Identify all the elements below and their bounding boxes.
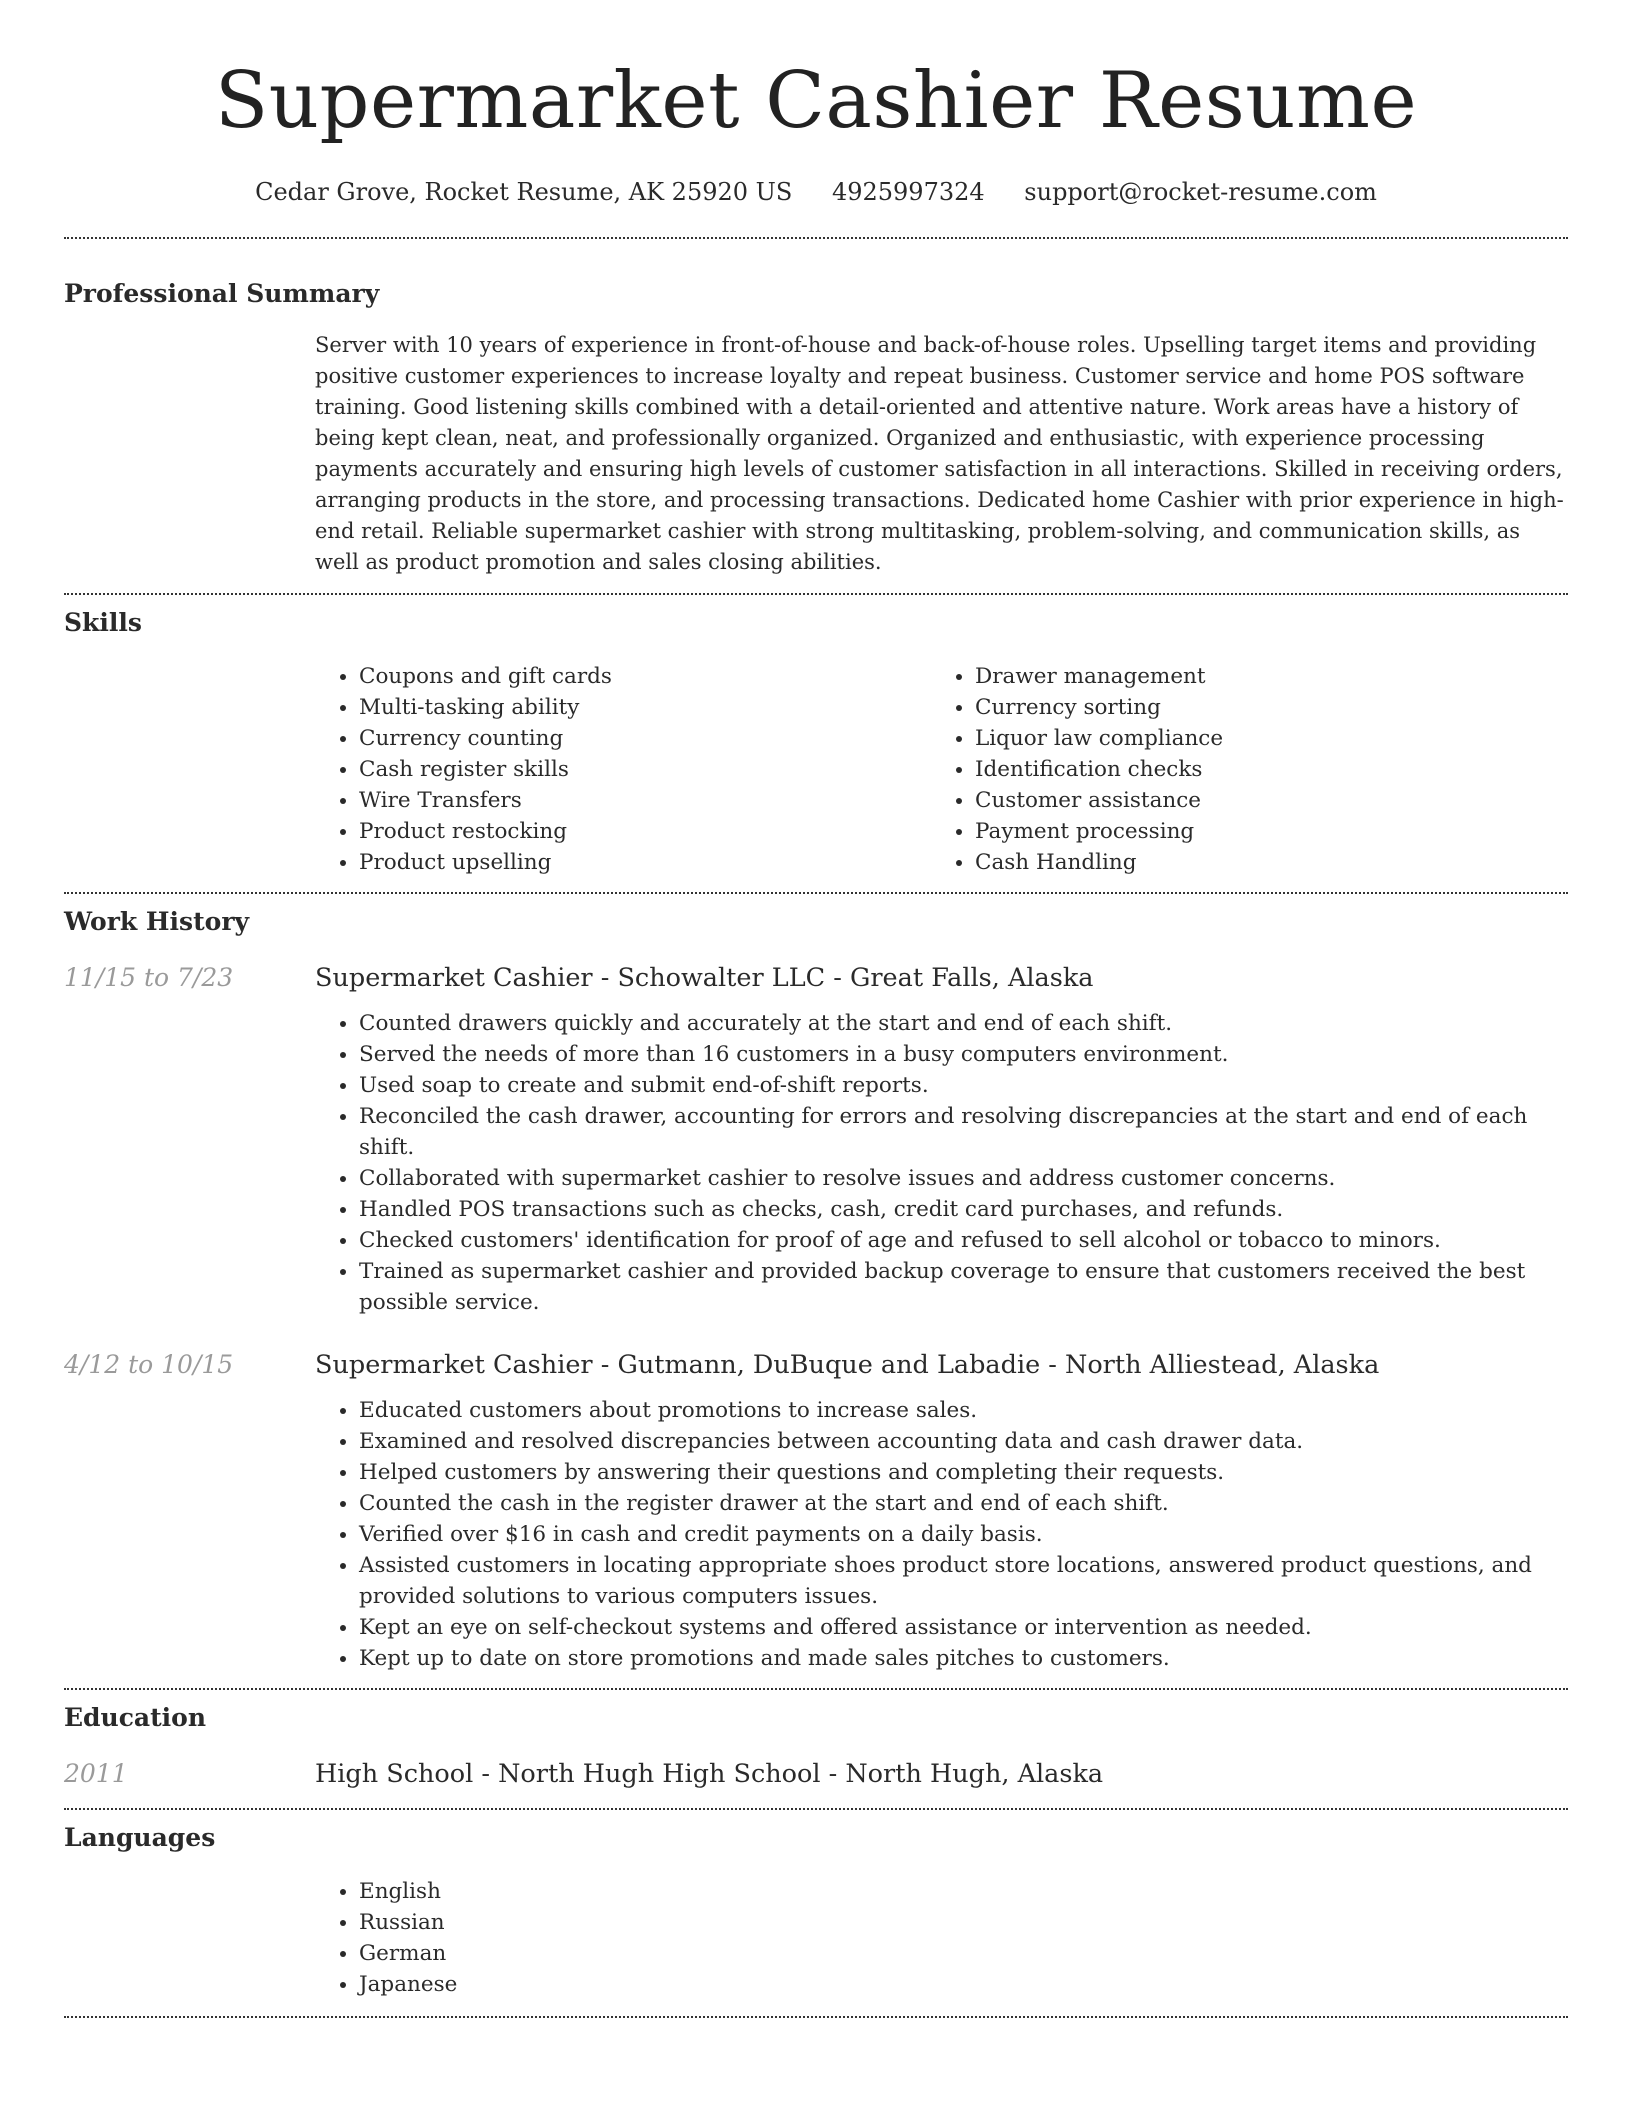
divider bbox=[64, 2016, 1568, 2018]
divider bbox=[64, 593, 1568, 595]
work-history-heading: Work History bbox=[64, 907, 250, 936]
language-item: • German bbox=[359, 1938, 1568, 1969]
languages-list bbox=[315, 1876, 1568, 2000]
divider bbox=[64, 892, 1568, 894]
summary-text: Server with 10 years of experience in front-of-house and back-of-house roles. Upselling target items and providing positive customer experiences to increase loyalty and repeat business. Customer service and home POS software training. Good listening skills combined with a detail-oriented and attentive nature. Work areas have a history of being kept clean, neat, and professionally organized. Organized and enthusiastic, with experience processing payments accurately and ensuring high levels of customer satisfaction in all interactions. Skilled in receiving orders, arranging products in the store, and processing transactions. Dedicated home Cashier with prior experience in high-end retail. Reliable supermarket cashier with strong multitasking, problem-solving, and communication skills, as well as product promotion and sales closing abilities. bbox=[315, 333, 1564, 574]
job-bullet: • Counted drawers quickly and accurately at the start and end of each shift. bbox=[359, 1008, 1568, 1039]
job-bullet-list bbox=[315, 1008, 1568, 1318]
job-bullet: • Verified over $16 in cash and credit payments on a daily basis. bbox=[359, 1519, 1568, 1550]
job-bullet: • Handled POS transactions such as checks, cash, credit card purchases, and refunds. bbox=[359, 1194, 1568, 1225]
job-duties bbox=[315, 1395, 1568, 1674]
job-entry bbox=[64, 962, 1568, 1318]
resume-page bbox=[64, 0, 1568, 2018]
job-bullet: • Educated customers about promotions to increase sales. bbox=[359, 1395, 1568, 1426]
skill-item: • Multi-tasking ability bbox=[359, 692, 931, 723]
job-bullet: • Counted the cash in the register drawer at the start and end of each shift. bbox=[359, 1488, 1568, 1519]
divider bbox=[64, 237, 1568, 239]
contact-address: Cedar Grove, Rocket Resume, AK 25920 US bbox=[255, 178, 793, 206]
work-history-section bbox=[64, 906, 1568, 1674]
summary-heading: Professional Summary bbox=[64, 279, 380, 308]
skills-list-right bbox=[931, 661, 1547, 878]
job-bullet: • Collaborated with supermarket cashier to resolve issues and address customer concerns. bbox=[359, 1163, 1568, 1194]
education-title: High School - North Hugh High School - North Hugh, Alaska bbox=[315, 1759, 1104, 1789]
job-bullet: • Kept up to date on store promotions and made sales pitches to customers. bbox=[359, 1643, 1568, 1674]
skills-column-right bbox=[931, 661, 1547, 878]
contact-line bbox=[64, 177, 1568, 207]
skill-item: • Payment processing bbox=[975, 816, 1547, 847]
skill-item: • Cash register skills bbox=[359, 754, 931, 785]
skills-heading: Skills bbox=[64, 608, 142, 637]
language-item: • Japanese bbox=[359, 1969, 1568, 2000]
job-bullet: • Reconciled the cash drawer, accounting for errors and resolving discrepancies at the start and end of each shift. bbox=[359, 1101, 1568, 1163]
languages-section bbox=[64, 1822, 1568, 2000]
skill-item: • Cash Handling bbox=[975, 847, 1547, 878]
job-duties bbox=[315, 1008, 1568, 1318]
language-item: • Russian bbox=[359, 1907, 1568, 1938]
job-bullet: • Examined and resolved discrepancies between accounting data and cash drawer data. bbox=[359, 1426, 1568, 1457]
skills-list-left bbox=[315, 661, 931, 878]
job-bullet: • Trained as supermarket cashier and provided backup coverage to ensure that customers received the best possible service. bbox=[359, 1256, 1568, 1318]
job-bullet: • Helped customers by answering their questions and completing their requests. bbox=[359, 1457, 1568, 1488]
languages-heading: Languages bbox=[64, 1823, 216, 1852]
skills-section bbox=[64, 607, 1568, 878]
skill-item: • Wire Transfers bbox=[359, 785, 931, 816]
languages-content bbox=[315, 1876, 1568, 2000]
job-dates: 4/12 to 10/15 bbox=[64, 1350, 234, 1379]
job-bullet: • Kept an eye on self-checkout systems and offered assistance or intervention as needed. bbox=[359, 1612, 1568, 1643]
skill-item: • Drawer management bbox=[975, 661, 1547, 692]
job-bullet: • Used soap to create and submit end-of-shift reports. bbox=[359, 1070, 1568, 1101]
skill-item: • Coupons and gift cards bbox=[359, 661, 931, 692]
summary-content bbox=[315, 330, 1568, 578]
education-heading: Education bbox=[64, 1703, 207, 1732]
job-bullet: • Served the needs of more than 16 customers in a busy computers environment. bbox=[359, 1039, 1568, 1070]
divider bbox=[64, 1808, 1568, 1810]
skills-column-left bbox=[315, 661, 931, 878]
contact-email: support@rocket-resume.com bbox=[1024, 178, 1377, 206]
skill-item: • Customer assistance bbox=[975, 785, 1547, 816]
job-bullet-list bbox=[315, 1395, 1568, 1674]
education-entry bbox=[64, 1758, 1568, 1790]
language-item: • English bbox=[359, 1876, 1568, 1907]
job-dates: 11/15 to 7/23 bbox=[64, 963, 234, 992]
contact-phone: 4925997324 bbox=[831, 178, 985, 206]
divider bbox=[64, 1688, 1568, 1690]
job-bullet: • Checked customers' identification for proof of age and refused to sell alcohol or tobacco to minors. bbox=[359, 1225, 1568, 1256]
skill-item: • Product upselling bbox=[359, 847, 931, 878]
job-title: Supermarket Cashier - Gutmann, DuBuque and Labadie - North Alliestead, Alaska bbox=[315, 1350, 1380, 1380]
job-entry bbox=[64, 1349, 1568, 1674]
skill-item: • Identification checks bbox=[975, 754, 1547, 785]
skill-item: • Currency sorting bbox=[975, 692, 1547, 723]
job-title: Supermarket Cashier - Schowalter LLC - Great Falls, Alaska bbox=[315, 963, 1094, 993]
skills-columns bbox=[315, 661, 1568, 878]
summary-section bbox=[64, 278, 1568, 578]
job-bullet: • Assisted customers in locating appropriate shoes product store locations, answered product questions, and provided solutions to various computers issues. bbox=[359, 1550, 1568, 1612]
resume-title: Supermarket Cashier Resume bbox=[214, 56, 1418, 146]
education-year: 2011 bbox=[64, 1759, 128, 1788]
education-section bbox=[64, 1702, 1568, 1790]
skill-item: • Currency counting bbox=[359, 723, 931, 754]
skill-item: • Liquor law compliance bbox=[975, 723, 1547, 754]
skill-item: • Product restocking bbox=[359, 816, 931, 847]
